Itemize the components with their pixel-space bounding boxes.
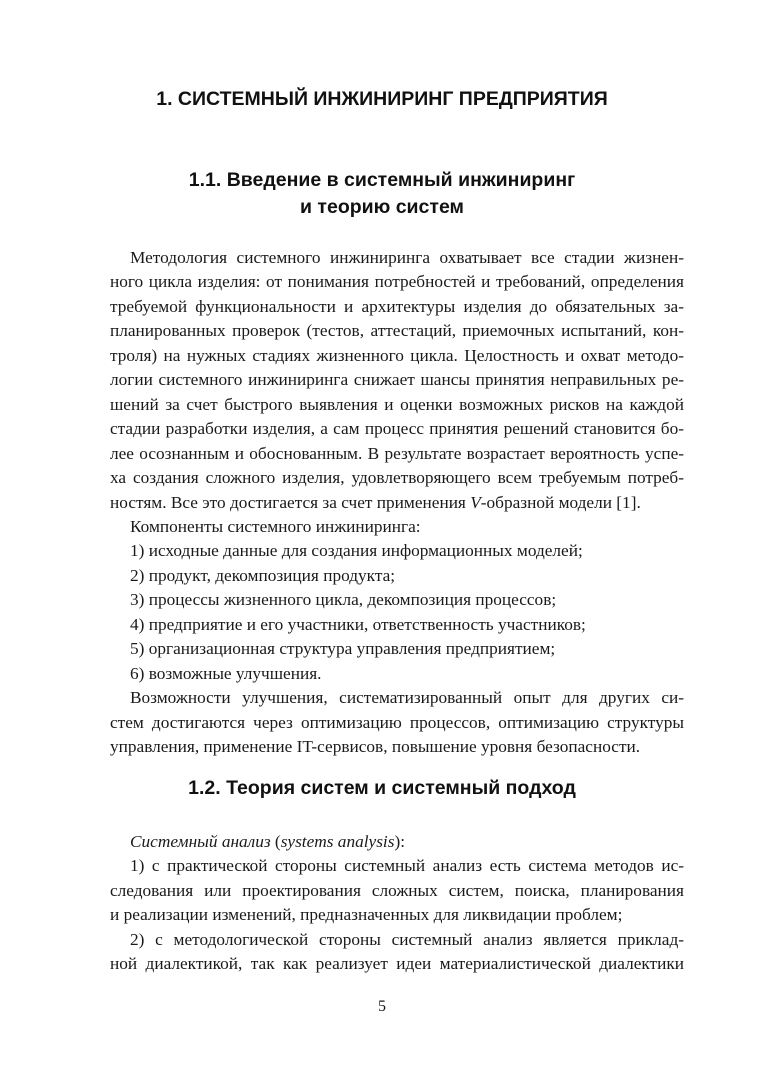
text-line: ха создания сложного изделия, удовлетворяющего всем требуемым потреб- <box>110 468 684 488</box>
section-heading-1-1-line2: и теорию систем <box>300 196 464 218</box>
chapter-title: 1. СИСТЕМНЫЙ ИНЖИНИРИНГ ПРЕДПРИЯТИЯ <box>156 88 608 110</box>
text-line: шений за счет быстрого выявления и оценки возможных рисков на каждой <box>110 394 684 414</box>
section-heading-1-1-line1: 1.1. Введение в системный инжиниринг <box>188 169 576 191</box>
text-line: управления, применение IT-сервисов, повышение уровня безопасности. <box>110 737 641 756</box>
text-line: Возможности улучшения, систематизированный опыт для других си- <box>130 688 684 708</box>
text-line: и реализации изменений, предназначенных для ликвидации проблем; <box>110 905 623 925</box>
text-line: Методология системного инжиниринга охватывает все стадии жизнен- <box>130 248 684 267</box>
page-number: 5 <box>378 998 386 1015</box>
text-line: 1) с практической стороны системный анализ есть система методов ис- <box>130 856 684 876</box>
text-line: стем достигаются через оптимизацию процессов, оптимизацию структуры <box>110 712 684 732</box>
text-line: 2) с методологической стороны системный анализ является приклад- <box>130 929 684 949</box>
text-line: троля) на нужных стадиях жизненного цикла. Целостность и охват методо- <box>110 345 684 365</box>
text-line: требуемой функциональности и архитектуры изделия до обязательных за- <box>110 296 684 316</box>
text-line: стадии разработки изделия, а сам процесс принятия решений становится бо- <box>110 419 684 439</box>
text-line: 2) продукт, декомпозиция продукта; <box>130 565 396 585</box>
text-line: 6) возможные улучшения. <box>130 663 322 683</box>
text-line: ного цикла изделия: от понимания потребностей и требований, определения <box>110 272 684 292</box>
text-line: Системный анализ (systems analysis): <box>130 832 406 851</box>
text-line: 4) предприятие и его участники, ответственность участников; <box>130 614 586 634</box>
text-line: Компоненты системного инжиниринга: <box>130 516 421 536</box>
text-line: следования или проектирования сложных систем, поиска, планирования <box>110 880 684 900</box>
text-line: 3) процессы жизненного цикла, декомпозиция процессов; <box>130 590 557 610</box>
text-line: лее осознанным и обоснованным. В результате возрастает вероятность успе- <box>110 443 684 463</box>
section-heading-1-2: 1.2. Теория систем и системный подход <box>188 777 576 799</box>
text-line: 5) организационная структура управления предприятием; <box>130 639 556 659</box>
text-line: ной диалектикой, так как реализует идеи материалистической диалектики <box>110 954 684 974</box>
text-line: 1) исходные данные для создания информационных моделей; <box>130 541 583 561</box>
text-line: логии системного инжиниринга снижает шансы принятия неправильных ре- <box>110 370 684 390</box>
text-line: планированных проверок (тестов, аттестаций, приемочных испытаний, кон- <box>110 321 684 341</box>
text-line: ностям. Все это достигается за счет применения V-образной модели [1]. <box>110 492 641 512</box>
